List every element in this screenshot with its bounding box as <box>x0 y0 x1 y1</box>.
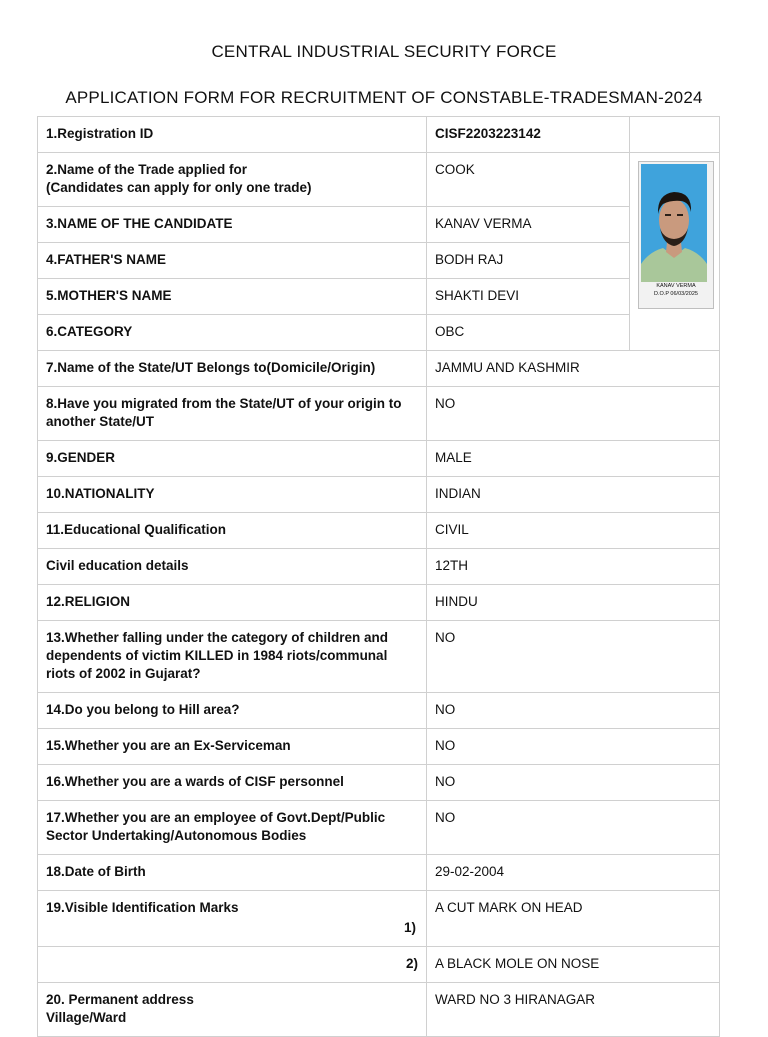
riots-value: NO <box>427 621 720 693</box>
form-title: APPLICATION FORM FOR RECRUITMENT OF CONSTABLE-TRADESMAN-2024 <box>65 88 703 107</box>
father-name-value: BODH RAJ <box>427 243 630 279</box>
mark-1-number: 1) <box>403 920 416 935</box>
nationality-label: 10.NATIONALITY <box>38 477 427 513</box>
org-title: CENTRAL INDUSTRIAL SECURITY FORCE <box>211 42 557 61</box>
table-row <box>38 549 720 585</box>
state-value: JAMMU AND KASHMIR <box>427 351 720 387</box>
mark-2-value: A BLACK MOLE ON NOSE <box>427 947 720 983</box>
dob-value: 29-02-2004 <box>427 855 720 891</box>
table-row <box>38 693 720 729</box>
govt-employee-value: NO <box>427 801 720 855</box>
nationality-value: INDIAN <box>427 477 720 513</box>
registration-id-label: 1.Registration ID <box>38 117 427 153</box>
religion-label: 12.RELIGION <box>38 585 427 621</box>
table-row <box>38 983 720 1037</box>
father-name-label: 4.FATHER'S NAME <box>38 243 427 279</box>
migrated-label: 8.Have you migrated from the State/UT of your origin to another State/UT <box>38 387 427 441</box>
photo-cell <box>630 153 720 351</box>
mother-name-label: 5.MOTHER'S NAME <box>38 279 427 315</box>
photo-caption-name: KANAV VERMA <box>656 283 696 289</box>
table-row <box>38 207 720 243</box>
table-row <box>38 855 720 891</box>
riots-label: 13.Whether falling under the category of children and dependents of victim KILLED in 1984 riots/communal riots of 2002 in Gujarat? <box>38 621 427 693</box>
table-row <box>38 279 720 315</box>
civil-education-value: 12TH <box>427 549 720 585</box>
table-row <box>38 801 720 855</box>
photo-caption-date: D.O.P 06/03/2025 <box>654 291 698 297</box>
table-row <box>38 441 720 477</box>
trade-label-line2: (Candidates can apply for only one trade) <box>46 180 312 195</box>
civil-education-label: Civil education details <box>38 549 427 585</box>
hill-area-label: 14.Do you belong to Hill area? <box>38 693 427 729</box>
gender-label: 9.GENDER <box>38 441 427 477</box>
category-value: OBC <box>427 315 630 351</box>
empty-cell <box>630 117 720 153</box>
hill-area-value: NO <box>427 693 720 729</box>
category-label: 6.CATEGORY <box>38 315 427 351</box>
portrait-svg <box>641 164 707 282</box>
table-row <box>38 243 720 279</box>
cisf-wards-label: 16.Whether you are a wards of CISF personnel <box>38 765 427 801</box>
table-row <box>38 477 720 513</box>
table-row <box>38 513 720 549</box>
trade-label-line1: 2.Name of the Trade applied for <box>46 162 248 177</box>
identification-marks-title: 19.Visible Identification Marks <box>46 900 239 915</box>
mark-1-value: A CUT MARK ON HEAD <box>427 891 720 947</box>
table-row <box>38 765 720 801</box>
table-row <box>38 729 720 765</box>
education-label: 11.Educational Qualification <box>38 513 427 549</box>
address-value: WARD NO 3 HIRANAGAR <box>427 983 720 1037</box>
table-row <box>38 351 720 387</box>
dob-label: 18.Date of Birth <box>38 855 427 891</box>
address-label-line1: 20. Permanent address <box>46 992 194 1007</box>
table-row <box>38 947 720 983</box>
table-row <box>38 387 720 441</box>
table-row <box>38 153 720 207</box>
state-label: 7.Name of the State/UT Belongs to(Domicile/Origin) <box>38 351 427 387</box>
table-row <box>38 117 720 153</box>
candidate-photo-image <box>641 164 707 282</box>
mother-name-value: SHAKTI DEVI <box>427 279 630 315</box>
mark-2-number: 2) <box>38 947 427 983</box>
govt-employee-label: 17.Whether you are an employee of Govt.Dept/Public Sector Undertaking/Autonomous Bodies <box>38 801 427 855</box>
identification-marks-label <box>38 891 427 947</box>
table-row <box>38 621 720 693</box>
address-label <box>38 983 427 1037</box>
trade-value: COOK <box>427 153 630 207</box>
application-form-table <box>37 116 720 1037</box>
table-row <box>38 315 720 351</box>
religion-value: HINDU <box>427 585 720 621</box>
table-row <box>38 891 720 947</box>
migrated-value: NO <box>427 387 720 441</box>
candidate-name-label: 3.NAME OF THE CANDIDATE <box>38 207 427 243</box>
candidate-name-value: KANAV VERMA <box>427 207 630 243</box>
candidate-photo <box>638 161 714 309</box>
ex-serviceman-value: NO <box>427 729 720 765</box>
table-row <box>38 585 720 621</box>
education-value: CIVIL <box>427 513 720 549</box>
address-label-line2: Village/Ward <box>46 1010 127 1025</box>
cisf-wards-value: NO <box>427 765 720 801</box>
ex-serviceman-label: 15.Whether you are an Ex-Serviceman <box>38 729 427 765</box>
trade-label <box>38 153 427 207</box>
registration-id-value: CISF2203223142 <box>427 117 630 153</box>
gender-value: MALE <box>427 441 720 477</box>
